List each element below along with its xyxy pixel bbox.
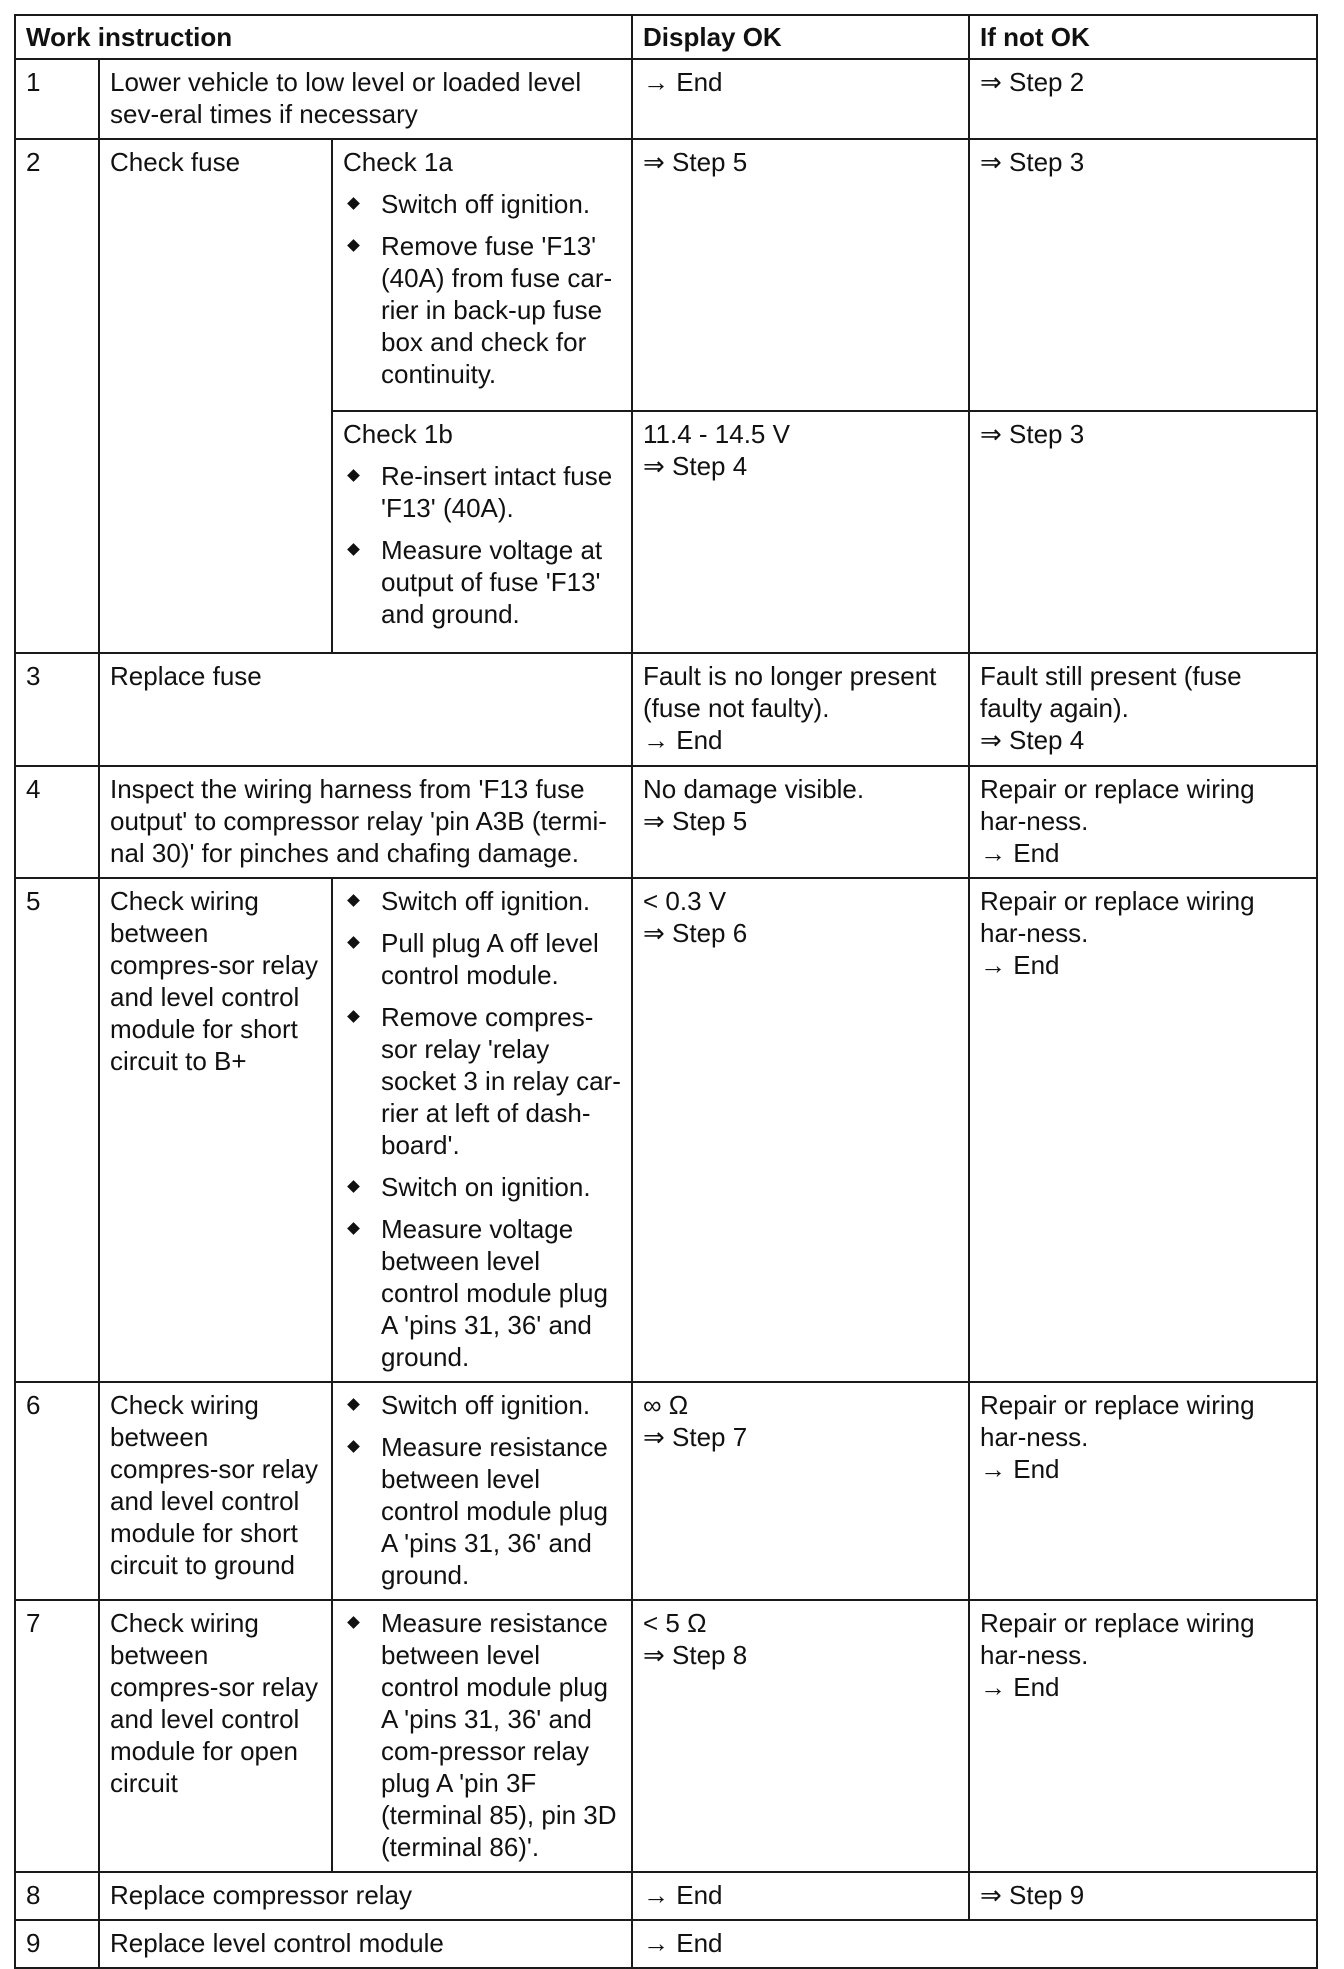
table-row-step-9 — [15, 1920, 1317, 1968]
not-ok-result: ⇒ Step 9 — [969, 1872, 1317, 1920]
not-ok-description: Fault still present (fuse faulty again). — [980, 661, 1242, 723]
diamond-bullet-icon — [347, 197, 360, 210]
procedure-cell — [332, 1382, 632, 1600]
diamond-bullet-icon — [347, 1398, 360, 1411]
display-ok-cell — [632, 653, 969, 766]
not-ok-result: → End — [980, 1672, 1060, 1702]
not-ok-result: ⇒ Step 2 — [969, 59, 1317, 139]
table-row-step-7 — [15, 1600, 1317, 1872]
diamond-bullet-icon — [347, 1222, 360, 1235]
display-ok-result: ⇒ Step 4 — [643, 451, 748, 481]
step-label: Check wiring between compres-sor relay and level control module for short circuit to B+ — [99, 878, 332, 1382]
table-row-step-2a — [15, 139, 1317, 411]
list-item: Measure resistance between level control module plug A 'pins 31, 36' and com-pressor relay plug A 'pin 3F (terminal 85), pin 3D (terminal 86)'. — [343, 1607, 621, 1863]
step-number: 8 — [15, 1872, 99, 1920]
display-ok-cell — [632, 1600, 969, 1872]
list-item: Switch off ignition. — [343, 1389, 621, 1421]
step-number: 1 — [15, 59, 99, 139]
step-instruction: Replace fuse — [99, 653, 632, 766]
step-number: 6 — [15, 1382, 99, 1600]
step-number: 9 — [15, 1920, 99, 1968]
not-ok-description: Repair or replace wiring har-ness. — [980, 886, 1255, 948]
list-item: Remove compres-sor relay 'relay socket 3 in relay car-rier at left of dash-board'. — [343, 1001, 621, 1161]
list-item: Re-insert intact fuse 'F13' (40A). — [343, 460, 621, 524]
not-ok-cell — [969, 878, 1317, 1382]
bullet-list — [343, 1607, 621, 1863]
display-ok-result: ⇒ Step 6 — [643, 918, 748, 948]
not-ok-cell — [969, 653, 1317, 766]
display-ok-result: ⇒ Step 7 — [643, 1422, 748, 1452]
not-ok-description: Repair or replace wiring har-ness. — [980, 1608, 1255, 1670]
list-item: Switch off ignition. — [343, 188, 621, 220]
diamond-bullet-icon — [347, 1616, 360, 1629]
table-row-step-5 — [15, 878, 1317, 1382]
diamond-bullet-icon — [347, 1440, 360, 1453]
step-number: 3 — [15, 653, 99, 766]
step-instruction: Replace compressor relay — [99, 1872, 632, 1920]
list-item: Switch off ignition. — [343, 885, 621, 917]
diamond-bullet-icon — [347, 543, 360, 556]
ok-value: < 5 Ω — [643, 1608, 707, 1638]
header-if-not-ok: If not OK — [969, 15, 1317, 59]
check-title: Check 1b — [343, 419, 453, 449]
step-label: Check wiring between compres-sor relay and level control module for short circuit to ground — [99, 1382, 332, 1600]
step-number: 7 — [15, 1600, 99, 1872]
display-ok-cell — [632, 1382, 969, 1600]
list-item: Remove fuse 'F13' (40A) from fuse car-rier in back-up fuse box and check for continuity. — [343, 230, 621, 390]
diamond-bullet-icon — [347, 1180, 360, 1193]
display-ok-result: ⇒ Step 8 — [643, 1640, 748, 1670]
display-ok-result: → End — [643, 725, 723, 755]
header-display-ok: Display OK — [632, 15, 969, 59]
table-row-step-4 — [15, 766, 1317, 878]
header-row — [15, 15, 1317, 59]
step-instruction: Inspect the wiring harness from 'F13 fuse output' to compressor relay 'pin A3B (termi-nal 30)' for pinches and chafing damage. — [99, 766, 632, 878]
bullet-list — [343, 885, 621, 1373]
bullet-list — [343, 1389, 621, 1591]
ok-description: Fault is no longer present (fuse not faulty). — [643, 661, 937, 723]
display-ok-cell — [632, 766, 969, 878]
display-ok-result: ⇒ Step 5 — [643, 806, 748, 836]
bullet-list — [343, 188, 621, 390]
list-item: Switch on ignition. — [343, 1171, 621, 1203]
procedure-cell — [332, 878, 632, 1382]
list-item: Measure voltage between level control module plug A 'pins 31, 36' and ground. — [343, 1213, 621, 1373]
not-ok-cell — [969, 1600, 1317, 1872]
not-ok-description: Repair or replace wiring har-ness. — [980, 1390, 1255, 1452]
ok-value: 11.4 - 14.5 V — [643, 419, 790, 449]
bullet-list — [343, 460, 621, 630]
list-item: Pull plug A off level control module. — [343, 927, 621, 991]
table-row-step-1 — [15, 59, 1317, 139]
table-row-step-8 — [15, 1872, 1317, 1920]
display-ok-result: → End — [632, 59, 969, 139]
work-instruction-table — [14, 14, 1318, 1969]
diamond-bullet-icon — [347, 1010, 360, 1023]
header-work-instruction: Work instruction — [15, 15, 632, 59]
not-ok-result: ⇒ Step 4 — [980, 725, 1085, 755]
list-item: Measure voltage at output of fuse 'F13' and ground. — [343, 534, 621, 630]
diamond-bullet-icon — [347, 469, 360, 482]
step-number: 2 — [15, 139, 99, 653]
not-ok-cell — [969, 1382, 1317, 1600]
table-row-step-6 — [15, 1382, 1317, 1600]
ok-value: < 0.3 V — [643, 886, 727, 916]
display-ok-cell — [632, 411, 969, 653]
not-ok-result: → End — [980, 1454, 1060, 1484]
display-ok-result: ⇒ Step 5 — [632, 139, 969, 411]
step-label: Check fuse — [99, 139, 332, 653]
step-instruction: Lower vehicle to low level or loaded level sev-eral times if necessary — [99, 59, 632, 139]
procedure-cell — [332, 1600, 632, 1872]
table-row-step-3 — [15, 653, 1317, 766]
not-ok-description: Repair or replace wiring har-ness. — [980, 774, 1255, 836]
check-title: Check 1a — [343, 147, 453, 177]
not-ok-cell — [969, 766, 1317, 878]
ok-description: No damage visible. — [643, 774, 865, 804]
check-1b-cell — [332, 411, 632, 653]
check-1a-cell — [332, 139, 632, 411]
diamond-bullet-icon — [347, 894, 360, 907]
step-instruction: Replace level control module — [99, 1920, 632, 1968]
step-number: 5 — [15, 878, 99, 1382]
not-ok-result: → End — [980, 950, 1060, 980]
not-ok-result: → End — [980, 838, 1060, 868]
not-ok-result: ⇒ Step 3 — [969, 411, 1317, 653]
not-ok-result: ⇒ Step 3 — [969, 139, 1317, 411]
diamond-bullet-icon — [347, 239, 360, 252]
diamond-bullet-icon — [347, 936, 360, 949]
ok-value: ∞ Ω — [643, 1390, 689, 1420]
list-item: Measure resistance between level control module plug A 'pins 31, 36' and ground. — [343, 1431, 621, 1591]
step-number: 4 — [15, 766, 99, 878]
step-label: Check wiring between compres-sor relay and level control module for open circuit — [99, 1600, 332, 1872]
display-ok-result: → End — [632, 1920, 1317, 1968]
display-ok-cell — [632, 878, 969, 1382]
display-ok-result: → End — [632, 1872, 969, 1920]
